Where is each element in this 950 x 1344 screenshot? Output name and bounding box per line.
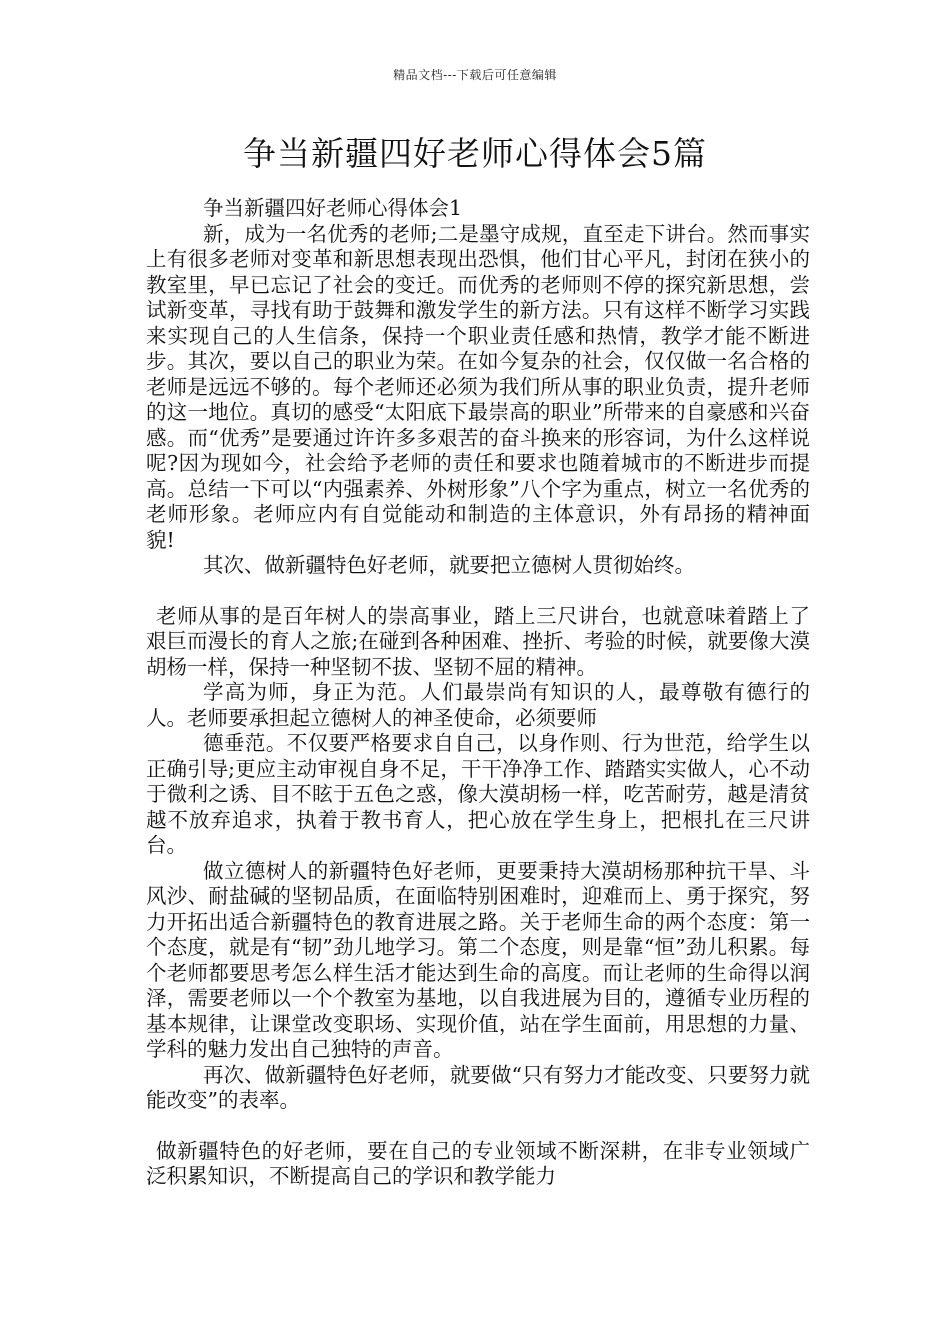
body-paragraph: 做新疆特色的好老师，要在自己的专业领域不断深耕，在非专业领域广泛积累知识，不断提高自己的学识和教学能力 [146,1138,810,1188]
body-paragraph: 学高为师，身正为范。人们最崇尚有知识的人，最尊敬有德行的人。老师要承担起立德树人的神圣使命，必须要师 [146,680,810,730]
body-paragraph: 再次、做新疆特色好老师，就要做“只有努力才能改变、只要努力就能改变”的表率。 [146,1062,810,1112]
paragraph-gap [146,579,810,604]
body-paragraph: 德垂范。不仅要严格要求自自己，以身作则、行为世范，给学生以正确引导;更应主动审视自身不足，干干净净工作、踏踏实实做人，心不动于微利之诱、目不眩于五色之惑，像大漠胡杨一样，吃苦耐劳，越是清贫越不放弃追求，执着于教书育人，把心放在学生身上，把根扎在三尺讲台。 [146,731,810,857]
document-body [146,196,810,1190]
body-paragraph: 其次、做新疆特色好老师，就要把立德树人贯彻始终。 [203,553,695,577]
page-header-note: 精品文档---下载后可任意编辑 [393,68,557,82]
document-title: 争当新疆四好老师心得体会5篇 [243,134,707,173]
body-paragraph: 新，成为一名优秀的老师;二是墨守成规，直至走下讲台。然而事实上有很多老师对变革和新思想表现出恐惧，他们甘心平凡，封闭在狭小的教室里，早已忘记了社会的变迁。而优秀的老师则不停的探究新思想，尝试新变革，寻找有助于鼓舞和激发学生的新方法。只有这样不断学习实践来实现自己的人生信条，保持一个职业责任感和热情，教学才能不断进步。其次，要以自己的职业为荣。在如今复杂的社会，仅仅做一名合格的老师是远远不够的。每个老师还必须为我们所从事的职业负责，提升老师的这一地位。真切的感受“太阳底下最崇高的职业”所带来的自豪感和兴奋感。而“优秀”是要通过许许多多艰苦的奋斗换来的形容词，为什么这样说呢?因为现如今，社会给予老师的责任和要求也随着城市的不断进步而提高。总结一下可以“内强素养、外树形象”八个字为重点，树立一名优秀的老师形象。老师应内有自觉能动和制造的主体意识，外有昂扬的精神面貌! [146,221,810,552]
body-paragraph: 老师从事的是百年树人的崇高事业，踏上三尺讲台，也就意味着踏上了艰巨而漫长的育人之旅;在碰到各种困难、挫折、考验的时候，就要像大漠胡杨一样，保持一种坚韧不拔、坚韧不屈的精神。 [146,603,810,679]
body-paragraph: 做立德树人的新疆特色好老师，更要秉持大漠胡杨那种抗干旱、斗风沙、耐盐碱的坚韧品质，在面临特别困难时，迎难而上、勇于探究，努力开拓出适合新疆特色的教育进展之路。关于老师生命的两个态度：第一个态度，就是有“韧”劲儿地学习。第二个态度，则是靠“恒”劲儿积累。每个老师都要思考怎么样生活才能达到生命的高度。而让老师的生命得以润泽，需要老师以一个个教室为基地，以自我进展为目的，遵循专业历程的基本规律，让课堂改变职场、实现价值，站在学生面前，用思想的力量、学科的魅力发出自己独特的声音。 [146,858,810,1061]
section-heading: 争当新疆四好老师心得体会1 [203,196,463,220]
paragraph-gap [146,1114,810,1139]
